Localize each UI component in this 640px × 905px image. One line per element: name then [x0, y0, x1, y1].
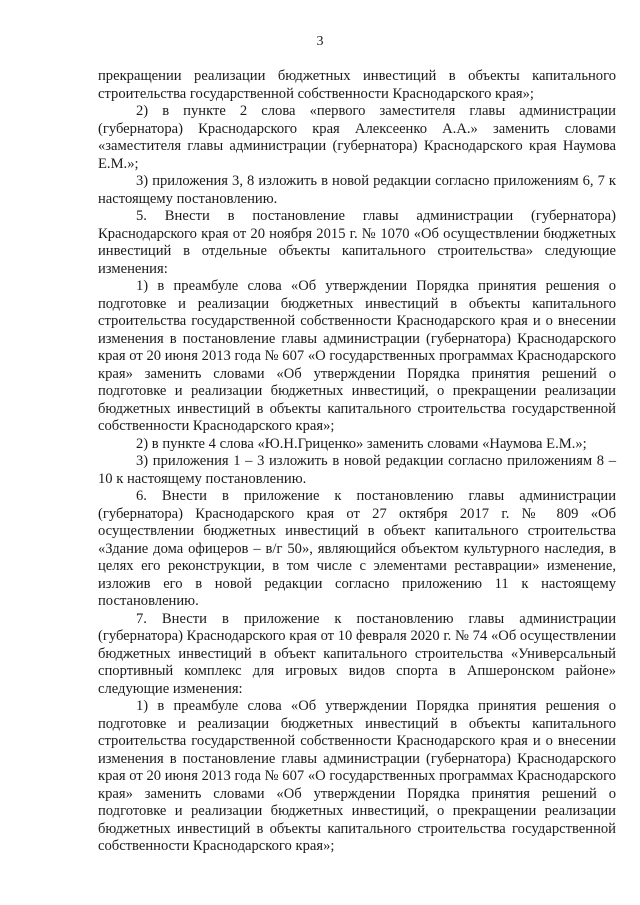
paragraph-continuation: прекращении реализации бюджетных инвестиций в объекты капитального строительства государственной собственности Краснодарского края»; [98, 68, 616, 102]
paragraph-section-5-item-2: 2) в пункте 4 слова «Ю.Н.Гриценко» заменить словами «Наумова Е.М.»; [136, 435, 587, 452]
paragraph-section-6: 6. Внести в приложение к постановлению главы администрации (губернатора) Краснодарского края от 27 октября 2017 г. № 809 «Об осуществлении бюджетных инвестиций в объект капитального строительства «Здание дома офицеров – в/г 50», являющийся объектом культурного наследия, в целях его реконструкции, в том числе с элементами реставрации» изменение, изложив его в новой редакции согласно приложению 11 к настоящему постановлению. [98, 488, 616, 609]
paragraph-item-2: 2) в пункте 2 слова «первого заместителя главы администрации (губернатора) Краснодарского края Алексеенко А.А.» заменить словами «заместителя главы администрации (губернатора) Краснодарского края Наумова Е.М.»; [98, 103, 616, 172]
paragraph-section-7: 7. Внести в приложение к постановлению главы администрации (губернатора) Краснодарского края от 10 февраля 2020 г. № 74 «Об осуществлении бюджетных инвестиций в объект капитального строительства «Универсальный спортивный комплекс для игровых видов спорта в Апшеронском районе» следующие изменения: [98, 610, 616, 697]
paragraph-section-5: 5. Внести в постановление главы администрации (губернатора) Краснодарского края от 20 ноября 2015 г. № 1070 «Об осуществлении бюджетных инвестиций в отдельные объекты капитального строительства» следующие изменения: [98, 208, 616, 277]
page-number: 3 [316, 34, 324, 49]
paragraph-item-3: 3) приложения 3, 8 изложить в новой редакции согласно приложениям 6, 7 к настоящему постановлению. [98, 173, 616, 207]
document-body [98, 68, 616, 856]
paragraph-section-5-item-1: 1) в преамбуле слова «Об утверждении Порядка принятия решения о подготовке и реализации бюджетных инвестиций в объекты капитального строительства государственной собственности Краснодарского края и о внесении изменения в постановление главы администрации (губернатора) Краснодарского края от 20 июня 2013 года № 607 «О государственных программах Краснодарского края» заменить словами «Об утверждении Порядка принятия решений о подготовке и реализации бюджетных инвестиций, о прекращении реализации бюджетных инвестиций в объекты капитального строительства государственной собственности Краснодарского края»; [98, 278, 616, 434]
paragraph-section-5-item-3: 3) приложения 1 – 3 изложить в новой редакции согласно приложениям 8 –10 к настоящему постановлению. [98, 453, 616, 487]
paragraph-section-7-item-1: 1) в преамбуле слова «Об утверждении Порядка принятия решения о подготовке и реализации бюджетных инвестиций в объекты капитального строительства государственной собственности Краснодарского края и о внесении изменения в постановление главы администрации (губернатора) Краснодарского края от 20 июня 2013 года № 607 «О государственных программах Краснодарского края» заменить словами «Об утверждении Порядка принятия решений о подготовке и реализации бюджетных инвестиций, о прекращении реализации бюджетных инвестиций в объекты капитального строительства государственной собственности Краснодарского края»; [98, 698, 616, 854]
